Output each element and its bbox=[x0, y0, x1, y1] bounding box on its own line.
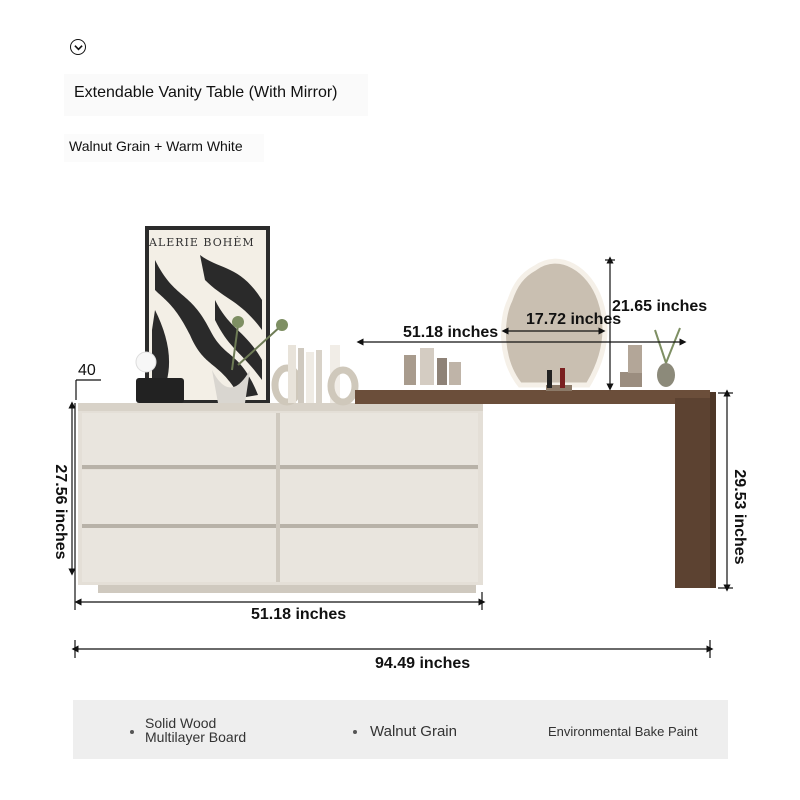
desk-width-label: 51.18 inches bbox=[403, 324, 499, 341]
bullet-icon bbox=[353, 730, 357, 734]
mirror-width-label: 17.72 inches bbox=[526, 311, 622, 328]
feature-line: Solid Wood bbox=[145, 715, 217, 731]
poster-text: ALERIE BOHÈM bbox=[149, 236, 255, 249]
feature-line: Multilayer Board bbox=[145, 729, 247, 745]
bullet-icon bbox=[130, 730, 134, 734]
feature-item bbox=[145, 716, 246, 744]
wall-poster bbox=[145, 226, 270, 404]
thickness-label: 40 bbox=[78, 362, 96, 379]
dresser-width-label: 51.18 inches bbox=[251, 606, 347, 623]
product-title: Extendable Vanity Table (With Mirror) bbox=[74, 84, 338, 101]
total-width-label: 94.49 inches bbox=[375, 655, 471, 672]
dresser-height-label: 27.56 inches bbox=[52, 464, 69, 560]
feature-item: Walnut Grain bbox=[370, 723, 457, 740]
desk-height-label: 29.53 inches bbox=[731, 469, 748, 565]
dresser bbox=[78, 403, 483, 593]
mirror-height-label: 21.65 inches bbox=[612, 298, 708, 315]
color-option-label: Walnut Grain + Warm White bbox=[69, 138, 243, 154]
feature-item: Environmental Bake Paint bbox=[548, 724, 698, 739]
